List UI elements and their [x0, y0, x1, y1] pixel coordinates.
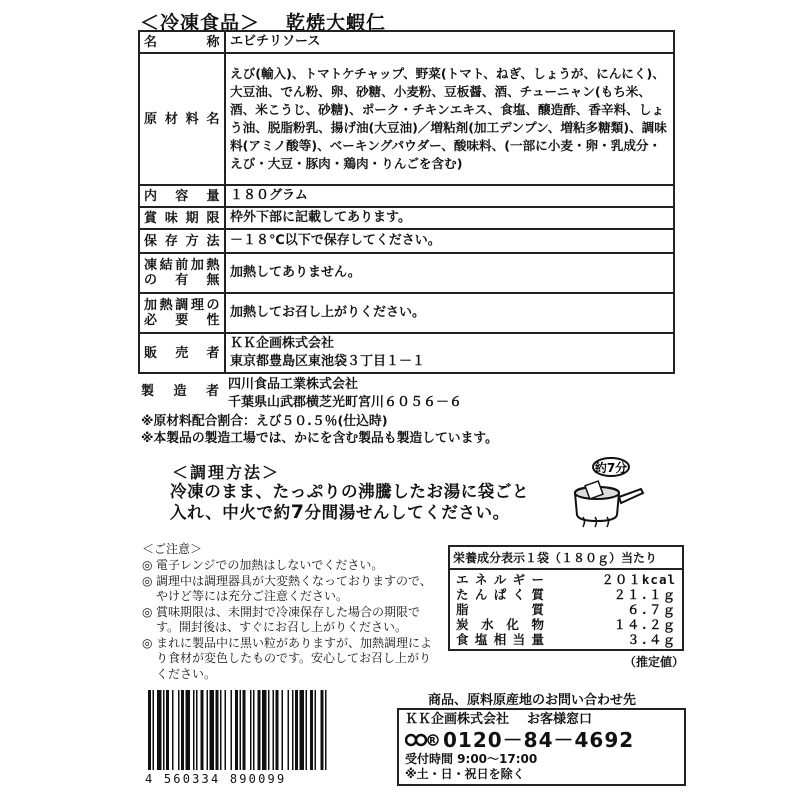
seller-address: 東京都豊島区東池袋３丁目１－１ — [230, 354, 426, 369]
nutrition-table — [448, 545, 684, 670]
storage-label: 保存方法 — [139, 229, 225, 253]
barcode-bar — [201, 690, 204, 770]
cooking-need-label — [139, 293, 225, 333]
barcode-bar — [163, 690, 165, 770]
caution-title: ＜ご注意＞ — [142, 542, 203, 556]
cooking-line2-pre: 入れ、中火で約 — [170, 503, 291, 522]
barcode-bar — [207, 690, 209, 770]
barcode-bar — [288, 690, 290, 770]
spec-row-preheat — [139, 253, 674, 293]
barcode-bar — [231, 690, 233, 770]
barcode-bar — [295, 690, 298, 770]
maker-name: 四川食品工業株式会社 — [228, 377, 359, 392]
nutrition-label: エネルギー — [456, 572, 544, 587]
seller-label: 販売者 — [139, 333, 225, 373]
content-value: １８０グラム — [225, 185, 674, 207]
caution-section — [142, 540, 434, 682]
boiling-pot-icon — [567, 455, 647, 535]
inquiry-title: 商品、原料原産地のお問い合わせ先 — [428, 693, 637, 708]
nutrition-label: たんぱく質 — [456, 587, 544, 602]
product-name: 乾焼大蝦仁 — [286, 12, 387, 34]
category-label: ＜冷凍食品＞ — [140, 12, 261, 34]
ingredients-label: 原材料名 — [139, 53, 225, 185]
nutrition-value: １４.２ｇ — [613, 617, 676, 632]
contact-phone-row — [405, 728, 678, 752]
barcode-bar — [193, 690, 195, 770]
barcode-bar — [220, 690, 222, 770]
contact-company-row — [405, 712, 678, 728]
seller-value — [225, 333, 674, 373]
preheat-label — [139, 253, 225, 293]
spec-row-storage — [139, 229, 674, 253]
caution-item — [142, 636, 434, 683]
caution-bullet-icon: ◎ — [142, 635, 153, 650]
notes — [141, 413, 498, 447]
nutrition-footer: （推定値） — [623, 655, 684, 669]
content-label: 内容量 — [139, 185, 225, 207]
cooking-need-label-line1: 加熱調理の — [144, 298, 220, 313]
nutrition-row — [456, 587, 676, 602]
cooking-instructions — [170, 481, 529, 523]
cooking-line2 — [170, 502, 529, 523]
spec-row-expiry — [139, 207, 674, 229]
ingredients-value: えび(輸入)、トマトケチャップ、野菜(トマト、ねぎ、しょうが、にんにく)、大豆油、でん粉、卵、砂糖、小麦粉、豆板醤、酒、チューニャン(もち米、酒、米こうじ、砂糖)、ポーク・チキンエキス、食塩、醸造酢、香辛料、しょう油、脱脂粉乳、揚げ油(大豆油)／増粘剤(加工デンプン、増粘多糖類)、調味料(アミノ酸等)、ベーキングパウダー、酸味料、(一部に小麦・卵・乳成分・えび・大豆・豚肉・鶏肉・りんごを含む) — [225, 53, 674, 185]
caution-item — [142, 574, 434, 605]
barcode-bar — [225, 690, 227, 770]
barcode-bar — [243, 690, 246, 770]
nutrition-body — [448, 570, 684, 651]
barcode-bar — [148, 690, 151, 770]
nutrition-label: 脂 質 — [456, 602, 544, 617]
nutrition-label: 炭水化物 — [456, 617, 544, 632]
barcode-bar — [276, 690, 279, 770]
preheat-label-line2: の有無 — [144, 273, 220, 288]
maker-address: 千葉県山武郡横芝光町宮川６０５６－６ — [228, 395, 463, 410]
spec-row-name — [139, 31, 674, 53]
barcode-bar — [250, 690, 252, 770]
nutrition-value: ６.７ｇ — [626, 602, 676, 617]
contact-hours: 受付時間 9:00～17:00 — [405, 752, 538, 766]
contact-closed-days: ※土・日・祝日を除く — [405, 767, 525, 781]
spec-row-seller — [139, 333, 674, 373]
nutrition-row — [456, 572, 676, 587]
nutrition-row — [456, 617, 676, 632]
barcode-bar — [315, 690, 317, 770]
barcode-bar — [181, 690, 184, 770]
barcode-bar — [235, 690, 238, 770]
barcode-bar — [210, 690, 215, 770]
barcode-bar — [186, 690, 191, 770]
caution-text: 調理中は調理器具が大変熱くなっておりますので、やけど等には充分ご注意ください。 — [156, 573, 432, 603]
cooking-need-value: 加熱してお召し上がりください。 — [225, 293, 674, 333]
barcode-bar — [240, 690, 242, 770]
free-dial-icon — [405, 732, 439, 748]
barcode-bar — [268, 690, 270, 770]
expiry-value: 枠外下部に記載してあります。 — [225, 207, 674, 229]
barcode-number: 4 560334 890099 — [145, 772, 287, 786]
preheat-label-line1: 凍結前加熱 — [144, 258, 220, 273]
nutrition-row — [456, 602, 676, 617]
name-label: 名 称 — [139, 31, 225, 53]
barcode-bar — [153, 690, 155, 770]
spec-row-ingredients — [139, 53, 674, 185]
cooking-time-badge: 約7分 — [594, 461, 628, 475]
barcode-bar — [306, 690, 308, 770]
spec-row-cooking-need — [139, 293, 674, 333]
barcode-bar — [258, 690, 261, 770]
seller-name: ＫＫ企画株式会社 — [230, 336, 335, 351]
svg-text:R: R — [429, 736, 437, 745]
maker-value — [228, 376, 462, 412]
barcode-bar — [300, 690, 305, 770]
nutrition-header: 栄養成分表示１袋（１８０ｇ）当たり — [448, 545, 684, 570]
caution-text: まれに製品中に黒い粒がありますが、加熱調理により食材が変色したものです。安心してお召し上がりください。 — [156, 635, 433, 681]
contact-box — [397, 708, 686, 786]
barcode-bar — [166, 690, 169, 770]
name-value: エビチリソース — [225, 31, 674, 53]
nutrition-value: ２０１kcal — [601, 572, 676, 587]
caution-bullet-icon: ◎ — [142, 573, 153, 588]
barcode-bar — [325, 690, 327, 770]
note-ratio: ※原材料配合割合：えび５０.５％(仕込時) — [141, 414, 388, 429]
nutrition-row — [456, 632, 676, 647]
barcode-bar — [253, 690, 255, 770]
spec-table — [138, 30, 675, 374]
barcode-icon — [138, 690, 390, 772]
barcode-bar — [178, 690, 180, 770]
contact-company: ＫＫ企画株式会社 — [405, 712, 510, 727]
storage-value: －１８℃以下で保存してください。 — [225, 229, 674, 253]
cooking-need-label-line2: 必要性 — [144, 313, 220, 328]
nutrition-value: ３.４ｇ — [626, 632, 676, 647]
nutrition-value: ２１.１ｇ — [613, 587, 676, 602]
caution-bullet-icon: ◎ — [142, 604, 153, 619]
barcode-bar — [262, 690, 267, 770]
caution-item — [142, 605, 434, 636]
barcode-bar — [310, 690, 313, 770]
barcode-bar — [216, 690, 219, 770]
barcode-bar — [196, 690, 198, 770]
cooking-line1: 冷凍のまま、たっぷりの沸騰したお湯に袋ごと — [170, 482, 530, 501]
barcode-bar — [292, 690, 294, 770]
caution-bullet-icon: ◎ — [142, 558, 153, 572]
cooking-minutes: 7 — [290, 501, 305, 523]
caution-text: 賞味期限は、未開封で冷凍保存した場合の期限です。開封後は、すぐにお召し上がりください。 — [156, 604, 421, 634]
contact-phone: 0120－84－4692 — [443, 728, 635, 752]
barcode-bar — [282, 690, 284, 770]
preheat-value: 加熱してありません。 — [225, 253, 674, 293]
barcode-bar — [157, 690, 162, 770]
caution-item — [142, 558, 434, 574]
barcode-bar — [172, 690, 174, 770]
cooking-title: ＜調理方法＞ — [172, 463, 281, 482]
maker-label: 製造者 — [141, 384, 219, 399]
cooking-line2-post: 分間湯せんしてください。 — [304, 503, 510, 522]
nutrition-label: 食塩相当量 — [456, 632, 544, 647]
expiry-label: 賞味期限 — [139, 207, 225, 229]
contact-desk: お客様窓口 — [527, 712, 593, 727]
caution-text: 電子レンジでの加熱はしないでください。 — [156, 558, 384, 572]
barcode-bar — [321, 690, 324, 770]
spec-row-content — [139, 185, 674, 207]
barcode-bar — [273, 690, 275, 770]
note-allergen-factory: ※本製品の製造工場では、かにを含む製品も製造しています。 — [141, 431, 498, 446]
